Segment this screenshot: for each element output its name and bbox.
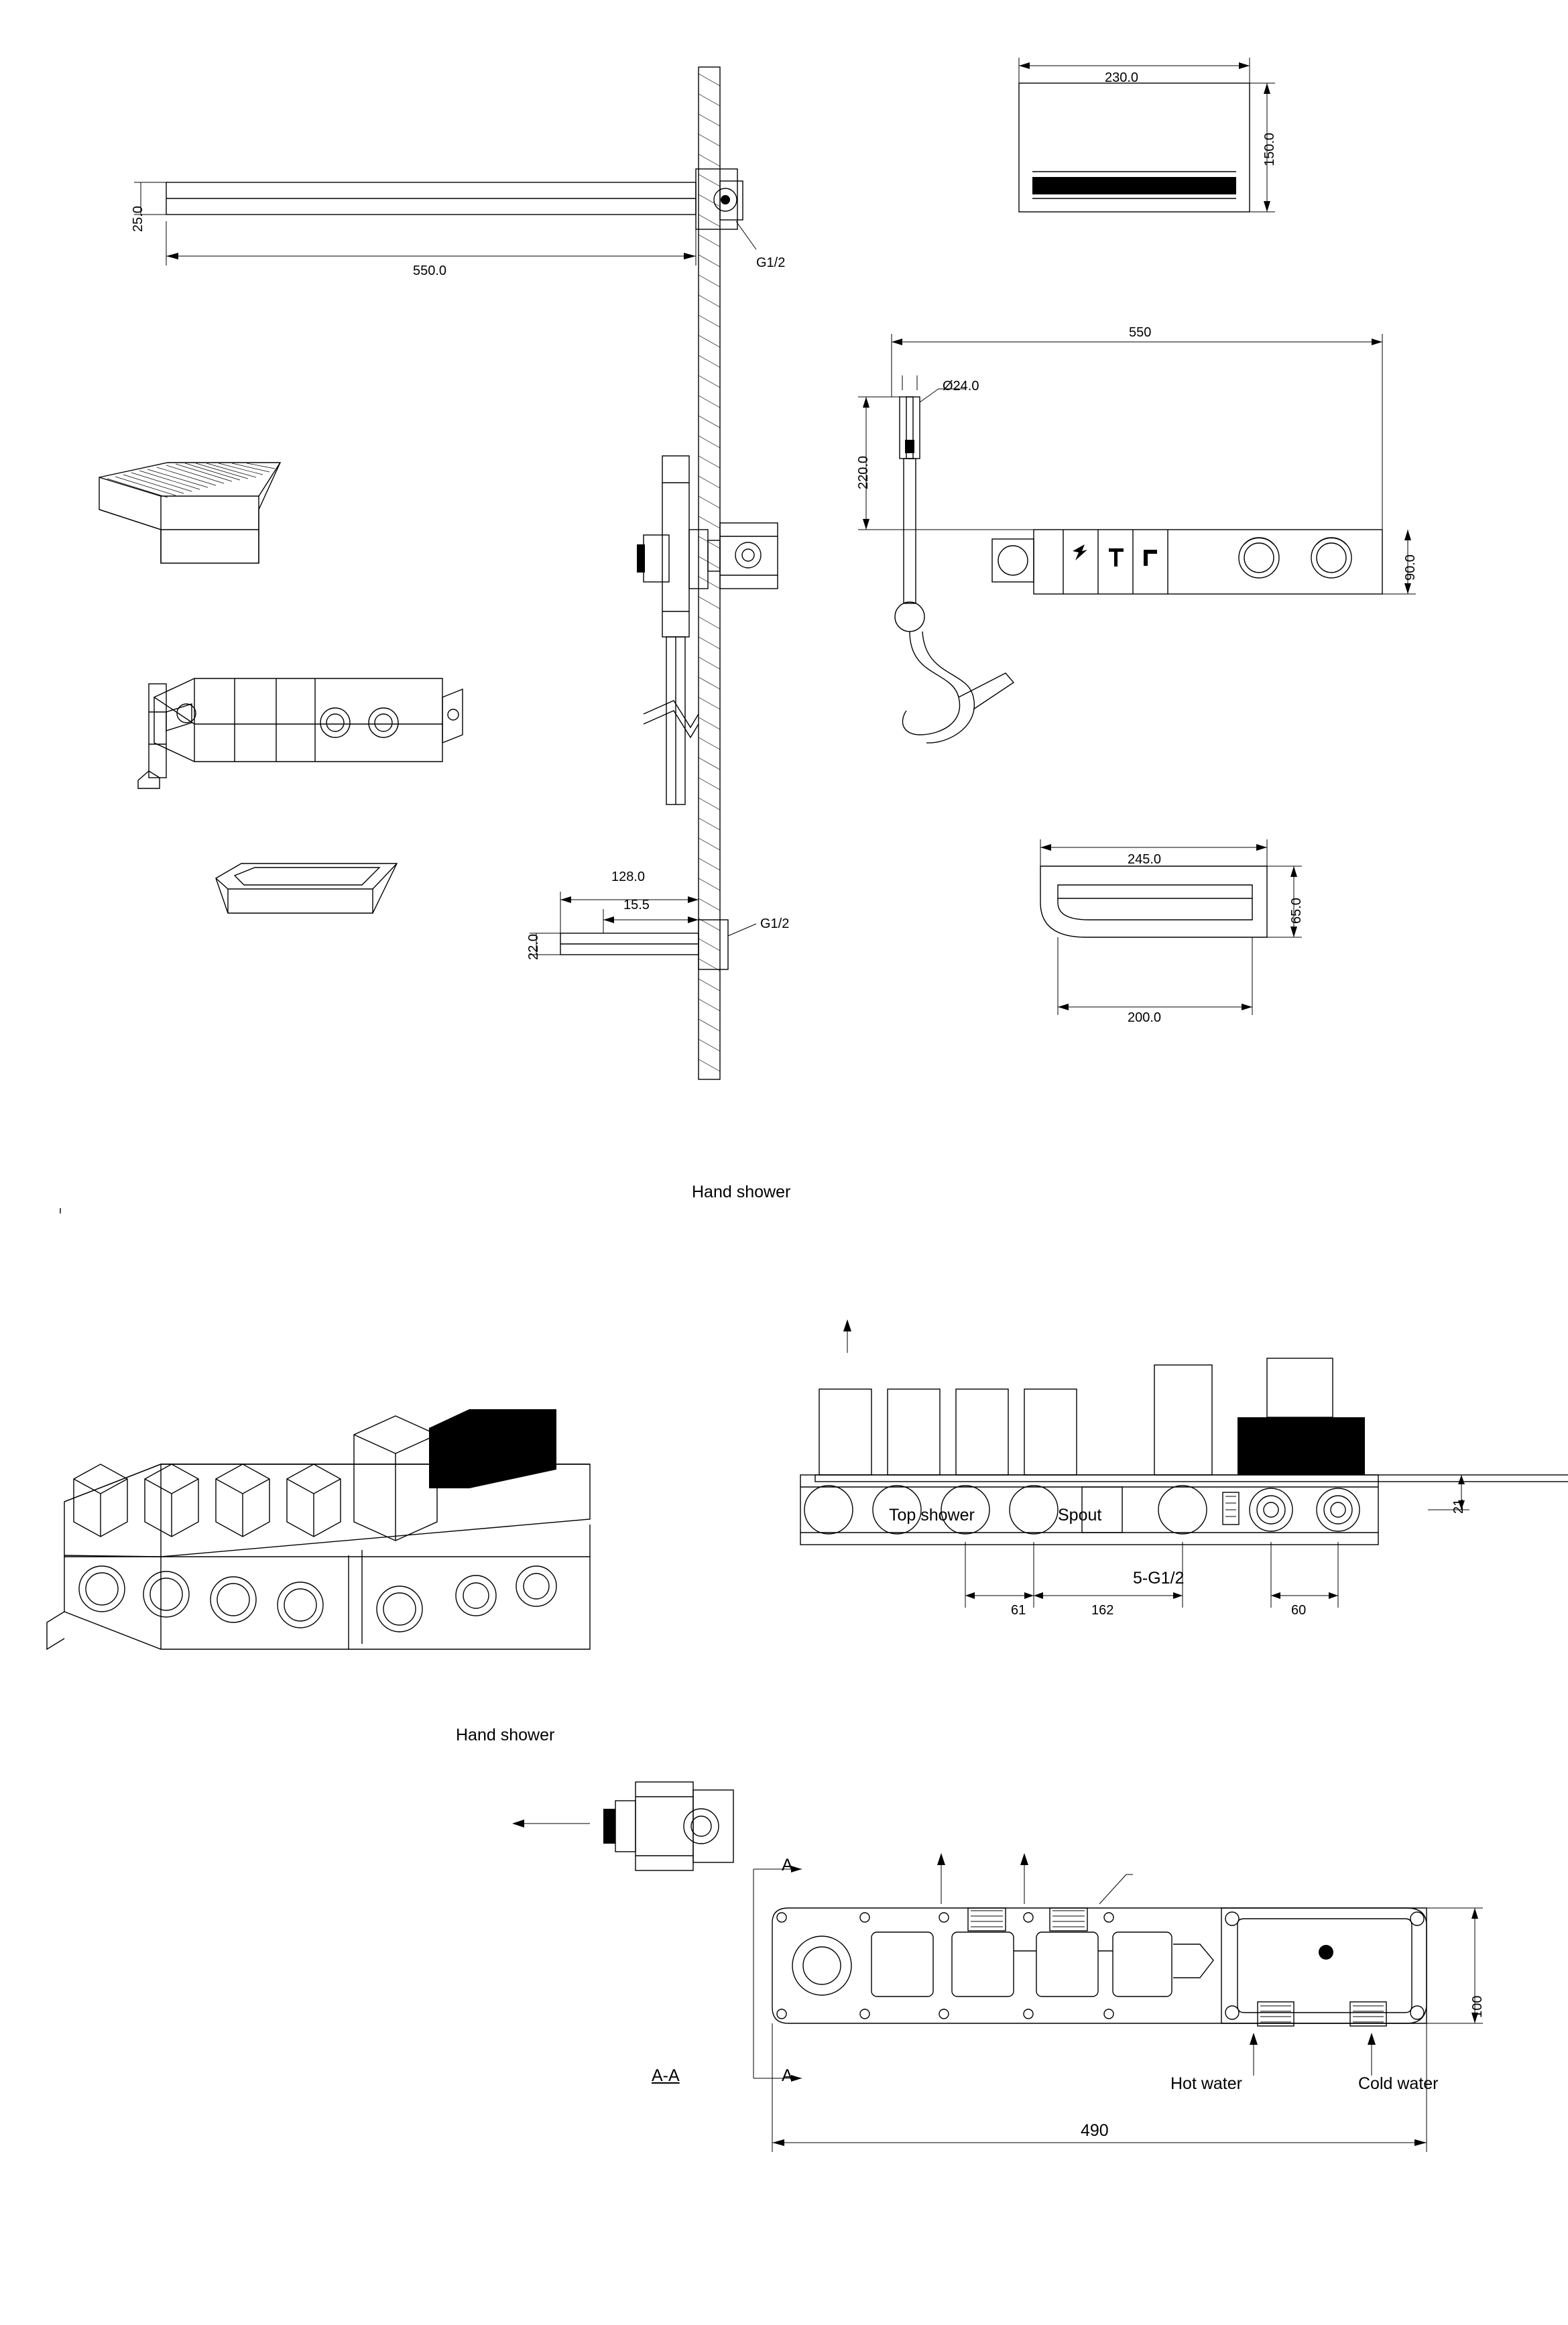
callout-hot-water: Hot water (1170, 2074, 1242, 2093)
top-shower-plan (1019, 58, 1275, 212)
dim-arm-height: 25.0 (131, 206, 145, 232)
panel-iso (138, 678, 463, 788)
callout-spout: Spout (1058, 1506, 1102, 1525)
dim-valve-spacing-3: 60 (1291, 1603, 1307, 1618)
dim-valve-spacing-2: 162 (1091, 1603, 1114, 1618)
valve-body-iso (47, 1208, 590, 1649)
dim-arm-length: 550.0 (413, 263, 447, 278)
dim-body-depth: 100 (1470, 1995, 1485, 2018)
section-label-a-a: A-A (652, 2066, 680, 2085)
callout-ports: 5-G1/2 (1133, 1569, 1185, 1588)
dim-spout-projection: 128.0 (611, 870, 646, 884)
callout-hand-shower-section: Hand shower (456, 1726, 555, 1744)
top-shower-head-iso (99, 463, 280, 563)
dim-valve-offset: 21 (1451, 1498, 1466, 1514)
dim-spout-width: 245.0 (1128, 852, 1162, 867)
section-a-a (512, 1782, 733, 1870)
dim-body-length: 490 (1081, 2121, 1109, 2140)
callout-top-shower: Top shower (889, 1506, 975, 1525)
lower-views-graphics (0, 1207, 1568, 2325)
dim-panel-height: 90.0 (1403, 554, 1418, 581)
dim-top-shower-width: 230.0 (1105, 70, 1139, 85)
dim-spout-offset: 15.5 (623, 898, 650, 912)
callout-hand-shower-top: Hand shower (692, 1183, 791, 1201)
dim-spout-height: 22.0 (526, 934, 541, 960)
spout-iso (216, 863, 397, 913)
dim-hand-shower-diameter: Ø24.0 (943, 379, 979, 394)
section-mark-a-top: A (782, 1856, 793, 1874)
label-spout-thread: G1/2 (760, 916, 790, 931)
shower-arm-elevation (134, 169, 756, 265)
dim-valve-spacing-1: 61 (1011, 1603, 1026, 1618)
dim-top-shower-depth: 150.0 (1262, 132, 1277, 166)
dim-hand-shower-drop: 220.0 (856, 455, 871, 489)
valve-body-front (800, 1319, 1568, 1608)
dim-panel-length: 550 (1129, 325, 1152, 340)
dim-spout-inner-width: 200.0 (1128, 1010, 1162, 1025)
section-mark-a-bottom: A (782, 2066, 793, 2085)
valve-body-plan (753, 1853, 1483, 2152)
panel-elevation (858, 334, 1416, 743)
callout-cold-water: Cold water (1358, 2074, 1439, 2093)
spout-plan (1040, 839, 1302, 1015)
label-arm-thread: G1/2 (756, 255, 786, 270)
wall-hatch (644, 67, 720, 1079)
dim-spout-thickness: 65.0 (1289, 898, 1304, 924)
